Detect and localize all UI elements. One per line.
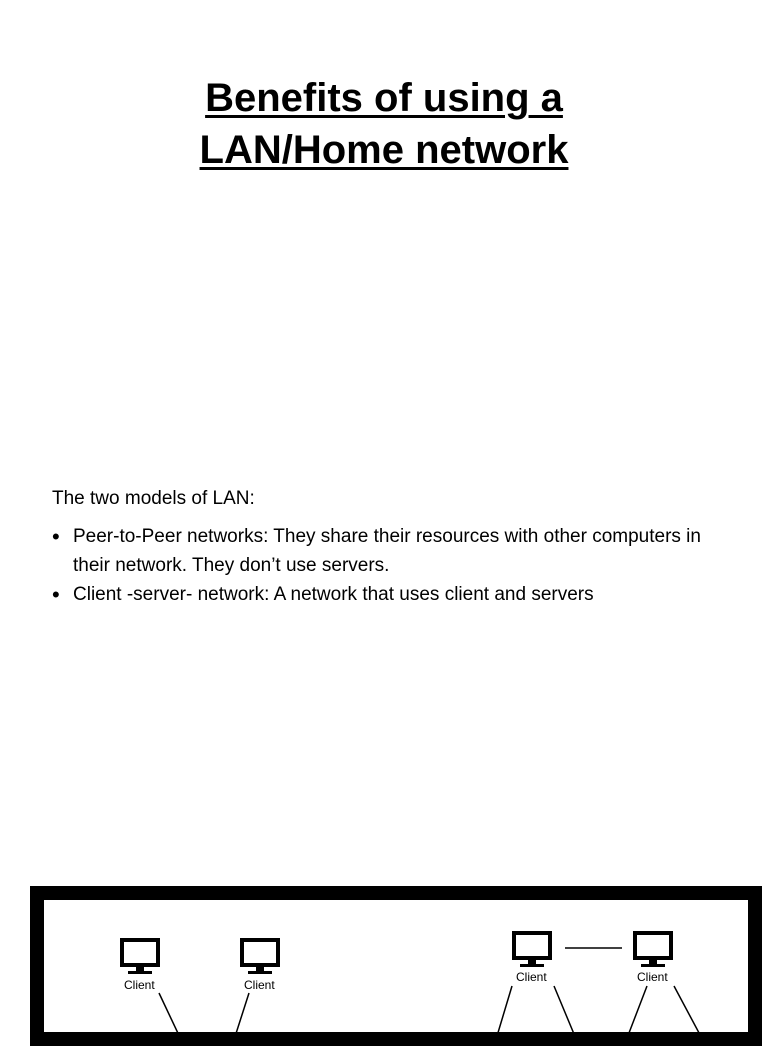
connection-line bbox=[674, 986, 706, 1046]
slide-title bbox=[0, 72, 768, 176]
monitor-icon bbox=[242, 940, 278, 974]
client-label: Client bbox=[244, 978, 275, 992]
network-diagram bbox=[30, 886, 762, 1046]
title-line-1: Benefits of using a bbox=[205, 76, 563, 120]
connection-line bbox=[159, 993, 184, 1046]
monitor-icon bbox=[635, 933, 671, 967]
connection-line bbox=[624, 986, 647, 1046]
bullet-peer-to-peer: • Peer-to-Peer networks: They share their resources with other computers in their network. They don’t use servers. bbox=[52, 522, 742, 580]
monitor-icon bbox=[122, 940, 158, 974]
connection-line bbox=[232, 993, 249, 1046]
bullet-list bbox=[52, 522, 742, 609]
client-label: Client bbox=[516, 970, 547, 984]
client-label: Client bbox=[637, 970, 668, 984]
connection-line bbox=[494, 986, 512, 1046]
bullet-client-server: • Client -server- network: A network that uses client and servers bbox=[52, 580, 742, 609]
connection-line bbox=[554, 986, 579, 1046]
intro-text: The two models of LAN: bbox=[52, 488, 255, 509]
client-label: Client bbox=[124, 978, 155, 992]
monitor-icon bbox=[514, 933, 550, 967]
title-line-2: LAN/Home network bbox=[199, 128, 569, 172]
